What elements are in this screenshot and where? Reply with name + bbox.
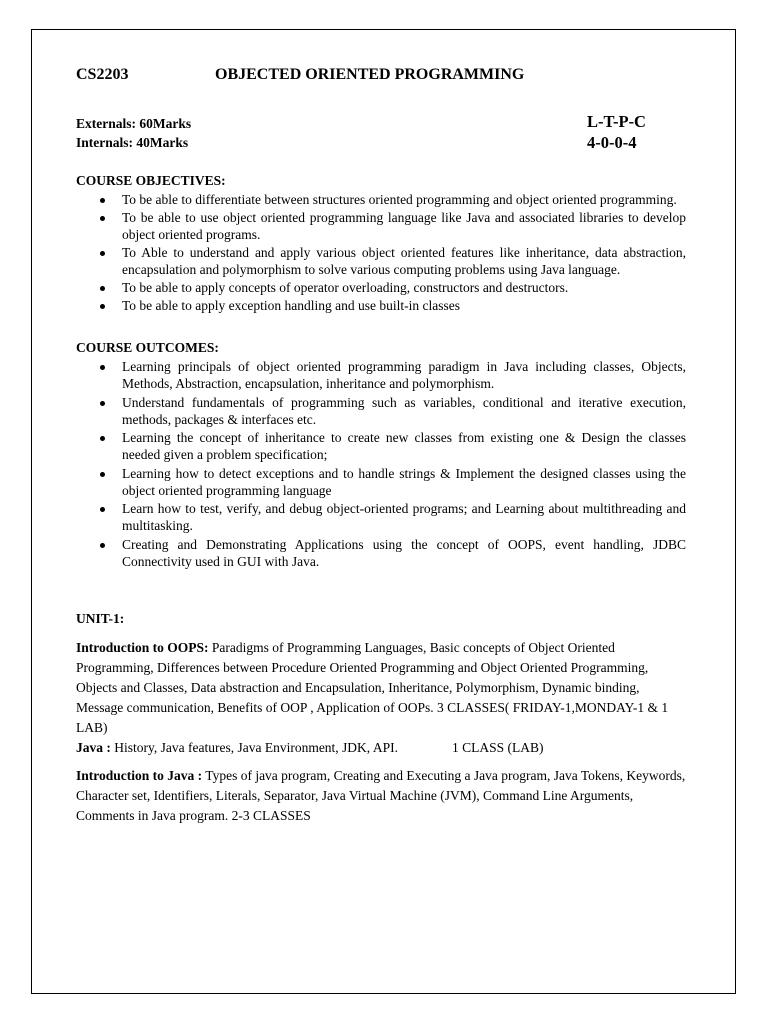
objectives-heading: COURSE OBJECTIVES:: [76, 173, 226, 188]
ltpc-label: L-T-P-C: [587, 112, 646, 131]
ltpc-value: 4-0-0-4: [587, 133, 637, 152]
objective-text: To be able to use object oriented programming language like Java and associated libraries to develop object oriented programs.: [122, 210, 686, 242]
list-item: [76, 279, 686, 296]
outcome-text: Learning principals of object oriented programming paradigm in Java including classes, Objects, Methods, Abstraction, encapsulation, inheritance and polymorphism.: [122, 359, 686, 391]
bullet-icon: [100, 216, 105, 221]
bullet-icon: [100, 304, 105, 309]
bullet-icon: [100, 543, 105, 548]
java-label: Java :: [76, 739, 111, 755]
course-code: CS2203: [76, 66, 129, 83]
objective-text: To be able to apply exception handling and use built-in classes: [122, 298, 460, 313]
java-text: History, Java features, Java Environment, JDK, API.: [110, 739, 398, 755]
objectives-list: [76, 191, 686, 314]
list-item: [76, 429, 686, 463]
outcome-text: Learning how to detect exceptions and to handle strings & Implement the designed classes using the object oriented programming language: [122, 465, 686, 498]
list-item: [76, 191, 686, 208]
list-item: [76, 297, 686, 314]
objective-text: To be able to differentiate between structures oriented programming and object oriented programming.: [122, 192, 677, 207]
intro-oops-label: Introduction to OOPS:: [76, 639, 209, 655]
internals-marks: Internals: 40Marks: [76, 135, 189, 150]
objective-text: To Able to understand and apply various object oriented features like inheritance, data abstraction, encapsulation and polymorphism to solve various computing problems using Java language.: [122, 245, 686, 277]
list-item: [76, 209, 686, 243]
list-item: [76, 358, 686, 392]
bullet-icon: [100, 472, 105, 477]
intro-java-text: Types of java program, Creating and Executing a Java program, Java Tokens, Keywords, Character set, Identifiers, Literals, Separator, Java Virtual Machine (JVM), Command Line Arguments, Comments in Java program. 2-3 CLASSES: [76, 767, 686, 823]
bullet-icon: [100, 365, 105, 370]
bullet-icon: [100, 198, 105, 203]
bullet-icon: [100, 507, 105, 512]
outcome-text: Understand fundamentals of programming such as variables, conditional and iterative execution, methods, packages & interfaces etc.: [122, 394, 686, 427]
outcome-text: Learning the concept of inheritance to create new classes from existing one & Design the classes needed given a problem specification;: [122, 430, 686, 462]
intro-oops-paragraph: [76, 638, 686, 738]
outcome-text: Creating and Demonstrating Applications using the concept of OOPS, event handling, JDBC Connectivity used in GUI with Java.: [122, 536, 686, 569]
java-class-count: 1 CLASS (LAB): [451, 739, 544, 755]
outcomes-list: [76, 358, 686, 570]
list-item: [76, 500, 686, 534]
list-item: [76, 394, 686, 428]
intro-java-paragraph: [76, 766, 686, 826]
bullet-icon: [100, 436, 105, 441]
list-item: [76, 536, 686, 570]
list-item: [76, 244, 686, 278]
externals-marks: Externals: 60Marks: [76, 116, 192, 131]
outcomes-heading: COURSE OUTCOMES:: [76, 340, 219, 355]
course-title: OBJECTED ORIENTED PROGRAMMING: [215, 66, 525, 83]
bullet-icon: [100, 401, 105, 406]
bullet-icon: [100, 286, 105, 291]
intro-oops-text: Paradigms of Programming Languages, Basic concepts of Object Oriented Programming, Differences between Procedure Oriented Programming and Object Oriented Programming, Objects and Classes, Data abstraction and Encapsulation, Inheritance, Polymorphism, Dynamic binding, Message communication, Benefits of OOP , Application of OOPs. 3 CLASSES( FRIDAY-1,MONDAY-1 & 1 LAB): [76, 639, 669, 735]
unit-heading: UNIT-1:: [76, 610, 125, 626]
course-header: [76, 66, 686, 90]
syllabus-document: [76, 64, 686, 826]
list-item: [76, 465, 686, 499]
intro-java-label: Introduction to Java :: [76, 767, 203, 783]
outcome-text: Learn how to test, verify, and debug object-oriented programs; and Learning about multithreading and multitasking.: [122, 501, 686, 533]
objective-text: To be able to apply concepts of operator overloading, constructors and destructors.: [122, 280, 569, 295]
bullet-icon: [100, 251, 105, 256]
marks-block: [76, 112, 686, 156]
java-paragraph: [76, 738, 686, 758]
